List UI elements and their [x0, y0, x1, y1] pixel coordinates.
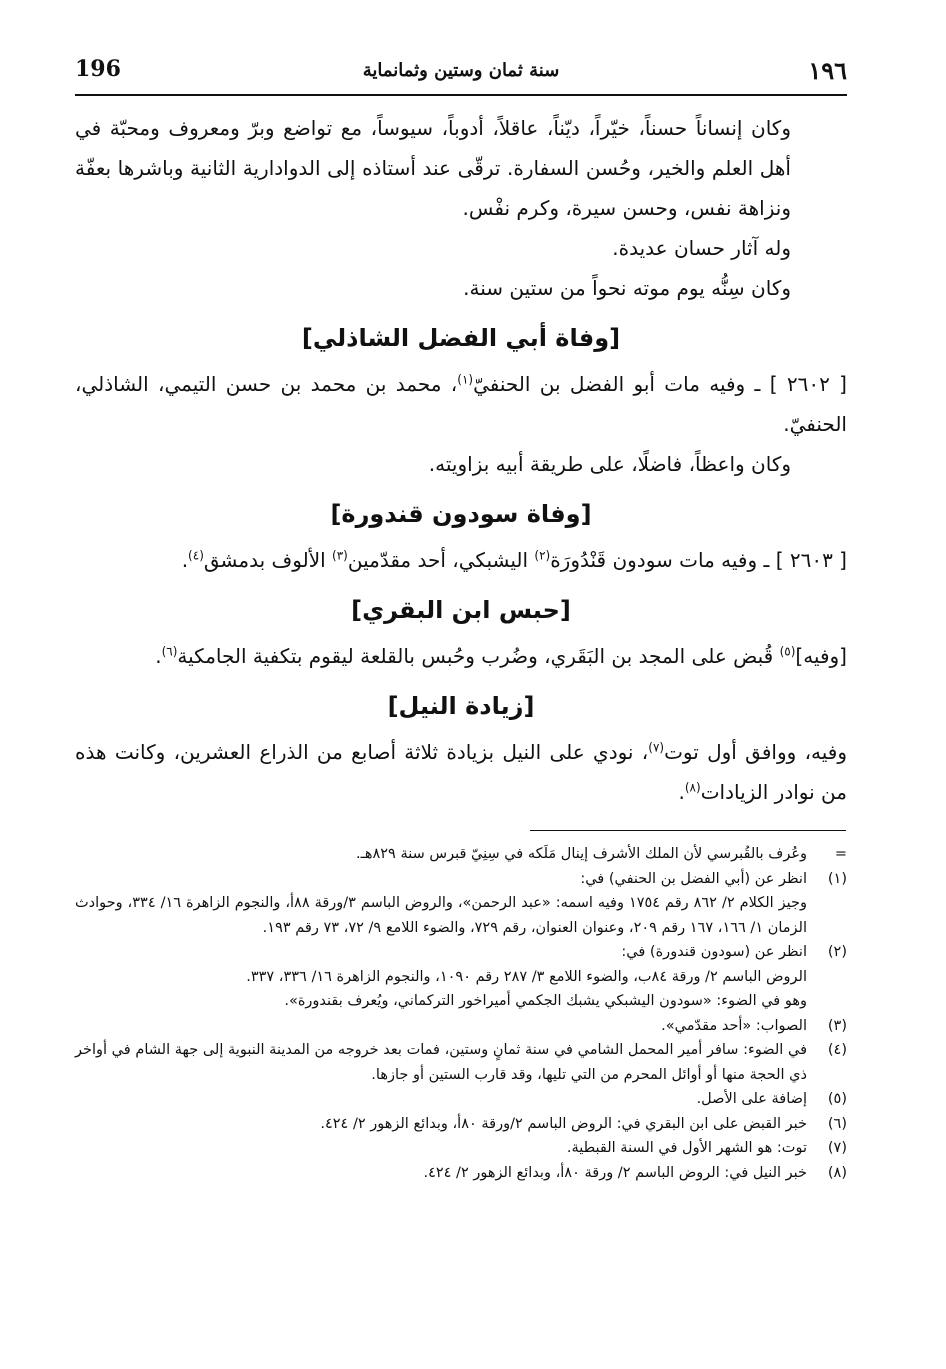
paragraph: [75, 732, 847, 812]
footnote-text: انظر عن (سودون قندورة) في:: [621, 944, 807, 960]
paragraph: وله آثار حسان عديدة.: [612, 236, 791, 260]
footnote-text: في الضوء: سافر أمير المحمل الشامي في سنة ثمانٍ وستين، فمات بعد خروجه من المدينة النبوية إلى جهة الشام في أواخر ذي الحجة منها أو أوائل المحرم من التي تليها، وقد قارب الستين أو جازها.: [75, 1042, 807, 1083]
footnote-divider: [530, 830, 846, 831]
footnote-ref[interactable]: (٨): [684, 780, 701, 795]
paragraph: وكان سِنُّه يوم موته نحواً من ستين سنة.: [463, 276, 791, 300]
footnote-ref[interactable]: (٤): [188, 548, 204, 563]
footnote-ref[interactable]: (٣): [332, 548, 348, 563]
footnote-ref[interactable]: (٦): [161, 644, 178, 659]
footnote-marker: [807, 891, 847, 940]
footnote-text: الصواب: «أحد مقدّمي».: [661, 1017, 807, 1034]
entry-text: الألوف بدمشق: [203, 548, 333, 572]
footnote-marker: (٢): [827, 944, 847, 960]
entry-text: اليشبكي، أحد مقدّمين: [347, 548, 535, 572]
footnote-marker: (٧): [827, 1140, 847, 1156]
footnote: [75, 940, 847, 965]
paragraph: وكان إنساناً حسناً، خيّراً، ديّناً، عاقلاً، أدوباً، سيوساً، مع تواضع وبرّ ومعروف ومحبّة في أهل العلم والخير، وحُسن السفارة. ترقّى عند أستاذه إلى الدوادارية الثانية وباشرها بعفّة ونزاهة نفس، وحسن سيرة، وكرم نفْس.: [75, 116, 791, 220]
entry-text: [ ٢٦٠٢ ] ـ وفيه مات أبو الفضل بن الحنفيّ: [473, 372, 847, 396]
page-number-latin: 196: [75, 56, 121, 82]
footnote-text: خبر النيل في: الروض الباسم ٢/ ورقة ٨٠أ، وبدائع الزهور ٢/ ٤٢٤.: [423, 1164, 807, 1181]
section-heading: [وفاة سودون قندورة]: [330, 500, 592, 528]
footnote-text: وهو في الضوء: «سودون اليشبكي يشبك الجكمي أميراخور التركماني، ويُعرف بقندورة».: [284, 993, 807, 1009]
paragraph-text: ، نودي على النيل بزيادة ثلاثة أصابع من الذراع العشرين، وكانت هذه من نوادر الزيادات: [75, 740, 847, 804]
entry-2602: [75, 364, 847, 444]
footnote-marker: (٣): [827, 1017, 847, 1034]
footnote-text: توت: هو الشهر الأول في السنة القبطية.: [566, 1140, 807, 1156]
entry-text: .: [181, 548, 189, 572]
footnote: [75, 965, 847, 990]
paragraph-text: .: [155, 644, 162, 668]
footnote-text: خبر القبض على ابن البقري في: الروض الباسم ٢/ورقة ٨٠أ، وبدائع الزهور ٢/ ٤٢٤.: [320, 1115, 807, 1132]
footnote-text: وعُرف بالقُبرسي لأن الملك الأشرف إينال مَلَكه في سِنِيّ قبرس سنة ٨٢٩هـ.: [355, 846, 807, 862]
footnote: [75, 989, 847, 1014]
footnotes: [75, 842, 847, 1185]
footnote: [75, 1038, 847, 1087]
footnote: [75, 1087, 847, 1112]
footnote-ref[interactable]: (٢): [534, 548, 551, 563]
page-header: [75, 52, 847, 96]
footnote-marker: (٤): [827, 1042, 847, 1058]
footnote-text: إضافة على الأصل.: [696, 1091, 807, 1107]
footnote-marker: [807, 965, 847, 990]
section-heading: [وفاة أبي الفضل الشاذلي]: [301, 324, 621, 352]
footnote-text: انظر عن (أبي الفضل بن الحنفي) في:: [580, 870, 807, 887]
footnote-marker: =: [834, 846, 847, 862]
footnote-marker: (٦): [827, 1115, 847, 1132]
entry-text: [ ٢٦٠٣ ] ـ وفيه مات سودون قَنْدُورَة: [550, 548, 847, 572]
paragraph-text: .: [678, 780, 685, 804]
paragraph-text: قُبض على المجد بن البَقَري، وضُرب وحُبس بالقلعة ليقوم بتكفية الجامكية: [177, 644, 780, 668]
footnote: [75, 1161, 847, 1186]
entry-2603: [75, 540, 847, 580]
footnote-marker: [807, 989, 847, 1014]
footnote-ref[interactable]: (٧): [648, 740, 665, 755]
footnote: [75, 1014, 847, 1039]
footnote-text: الروض الباسم ٢/ ورقة ٨٤ب، والضوء اللامع ٣/ ٢٨٧ رقم ١٠٩٠، والنجوم الزاهرة ١٦/ ٣٣٦، ٣٣٧.: [246, 968, 807, 985]
paragraph: وكان واعظاً، فاضلًا، على طريقة أبيه بزاويته.: [428, 452, 791, 476]
footnote: [75, 1136, 847, 1161]
footnote: [75, 891, 847, 940]
main-text: [75, 108, 847, 812]
footnote: [75, 842, 847, 867]
footnote-marker: (١): [827, 870, 847, 887]
footnote-ref[interactable]: (١): [457, 372, 474, 387]
entry-text: ، محمد بن محمد بن حسن التيمي، الشاذلي، الحنفيّ.: [75, 372, 847, 436]
section-heading: [حبس ابن البقري]: [351, 596, 571, 624]
footnote: [75, 1112, 847, 1137]
footnote-marker: (٨): [827, 1164, 847, 1181]
paragraph-text: وفيه، ووافق أول توت: [664, 740, 847, 764]
running-title: سنة ثمان وستين وثمانماية: [362, 60, 560, 81]
footnote-marker: (٥): [827, 1091, 847, 1107]
section-heading: [زيادة النيل]: [387, 692, 535, 720]
footnote: [75, 867, 847, 892]
paragraph-text: [وفيه]: [795, 644, 847, 668]
page-number-arabic: ١٩٦: [808, 56, 847, 85]
footnote-text: وجيز الكلام ٢/ ٨٦٢ رقم ١٧٥٤ وفيه اسمه: «عبد الرحمن»، والروض الباسم ٣/ورقة ٨٨أ، والنجوم الزاهرة ١٦/ ٣٣٤، وحوادث الزمان ١/ ١٦٦، ١٦٧ رقم ٢٠٩، وعنوان العنوان، رقم ٧٢٩، والضوء اللامع ٩/ ٧٢، ٧٣ رقم ١٩٣.: [75, 895, 807, 936]
footnote-ref[interactable]: (٥): [779, 644, 796, 659]
paragraph: [75, 636, 847, 676]
